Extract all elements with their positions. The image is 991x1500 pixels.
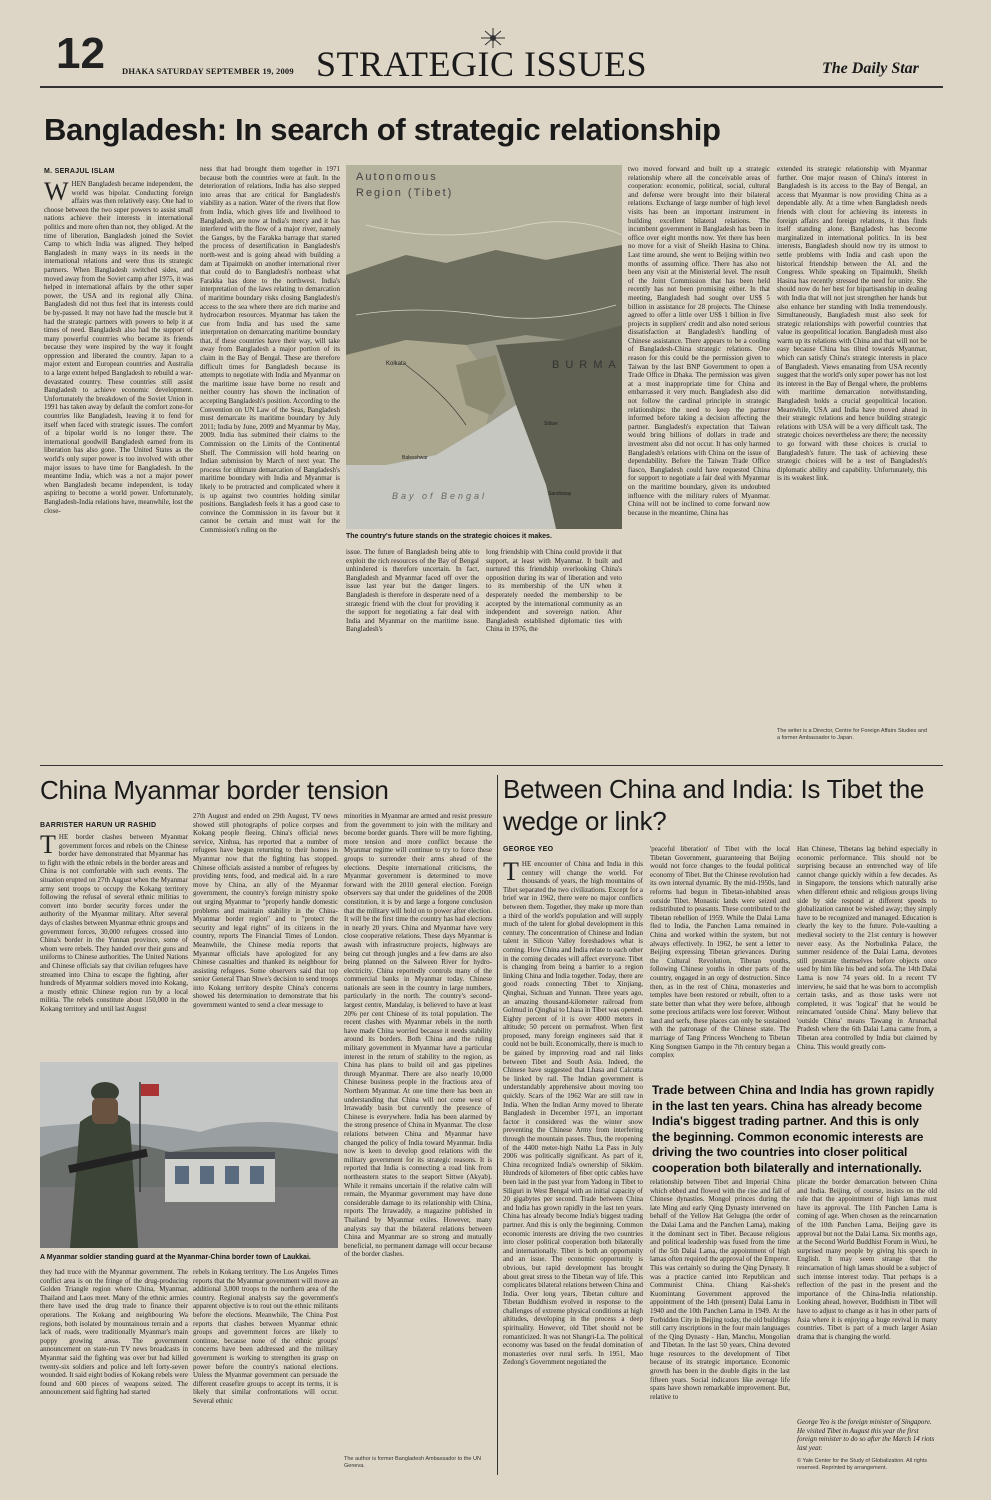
section-title: STRATEGIC ISSUES xyxy=(316,44,648,84)
article3-col3: Han Chinese, Tibetans lag behind especially in economic performance. This should not be surprising because an entrenched way of life cannot change quickly within a few decades. As in Singapore, the tensions which naturally arise when different ethnic and religious groups living side by side respond at different speeds to globalization cannot be wished away; they simply have to be recognized and managed. Education is clearly the key to the future. Pole-vaulting a medieval society to the 21st century is however never easy. As the Norbulinka Palace, the summer residence of the Dalai Lama, devotees still prostrate themselves before objects once used by him like his bed and sofa. The 14th Dalai Lama is now 74 years old. In a recent TV interview, he said that he was born to accomplish certain tasks, and as those tasks were not completed, it was 'logical' that he would be reincarnated 'outside China'. Many believe that 'outside China' means Tawang in Arunachal Pradesh where the 6th Dalai Lama came from, a Tibetan area controlled by India but claimed by China. This would greatly com- xyxy=(797,845,937,1051)
article2-col2b: rebels in Kokang territory. The Los Angeles Times reports that the Myanmar government will move an additional 3,000 troops to the northern area of the country. Regional analysts say the government's apparent objective is to rout out the ethnic militants before the elections. Meanwhile, The China Post reports that clashes between Myanmar ethnic groups and government forces are likely to continue, because none of the ethnic groups' concerns have been addressed and the military government is working to strengthen its grasp on power before the country's national elections. Unless the Myanmar government can persuade the different ceasefire groups to accept its terms, it is likely that similar confrontations will occur. Several ethnic xyxy=(193,1268,338,1405)
article3-col2b: relationship between Tibet and Imperial China which ebbed and flowed with the rise and fall of Chinese dynasties. Mongol princes during the late Ming and early Qing Dynasty intervened on behalf of the Yellow Hat Gelugpa (the order of the Dalai Lama and the Panchen Lama), making it the dominant sect in Tibet. Because religious and political leadership was fused from the time of the 5th Dalai Lama, the appointment of high lamas often required the approval of the Emperor. This was certainly so during the Qing Dynasty. It was a practice carried into Republican and Communist China. Chiang Kai-shek's Kuomintang Government approved the appointment of the 14th (present) Dalai Lama in 1940 and the 10th Panchen Lama in 1949. At the Forbidden City in Beijing today, the old buildings still carry inscriptions in the four main languages of the Qing Dynasty - Han, Manchu, Mongolian and Tibetan. In the last 50 years, China devoted huge resources to the development of Tibet because of its strategic importance. Economic growth has been in the double digits in the last fifteen years. Social indicators like average life spans have shown remarkable improvement. But, relative to xyxy=(650,1178,790,1401)
article3-col2: 'peaceful liberation' of Tibet with the local Tibetan Government, guaranteeing that Beijing would not force changes to the feudal political economy of Tibet. But the Chinese revolution had its own internal dynamic. By the mid-1950s, land reforms had begun in Tibetan-inhabited areas outside Tibet. Monastic lands were seized and redistributed to peasants. These contributed to the Tibetan rebellion of 1959. While the Dalai Lama fled to India, the Panchen Lama remained in China and worked within the system, but not always effectively. In 1962, he sent a letter to Beijing expressing Tibetan grievances. During the Cultural Revolution, Tibetan youths, following Chinese youths in other parts of the country, engaged in an orgy of destruction. Since then, as in the rest of China, monasteries and temples have been restored or rebuilt, often to a state better than what they were before, although some precious artifacts were lost forever. Without land and serfs, these places can only be sustained with the patronage of the Chinese state. The marriage of Tang Princess Wencheng to Tibetan King Songtsen Gampo in the 7th century began a complex xyxy=(650,845,790,1060)
article2-col2: 27th August and ended on 29th August, TV news showed still photographs of police corpses and Kokang people fleeing. China's official news service, Xinhua, has reported that a number of refugees have begun returning to their homes in Myanmar now that the fighting has stopped. Chinese officials assisted a number of refugees by providing tents, food, and medical aid. In a rare move by China, an ally of the Myanmar government, the country's foreign ministry spoke out urging Myanmar to "properly handle domestic problems and maintain stability in the China-Myanmar border region" and to "protect the security and legal rights" of its citizens in the country, reports The Financial Times of London. Meanwhile, the Chinese media reports that Myanmar officials have apologized for any Chinese casualties and thanked its neighbour for assisting refugees. Some observers said that top senior General Than Shwe's decision to send troops into Kokang territory despite China's concerns showed his determination to demonstrate that his government wanted to send a clear message to xyxy=(193,812,338,1010)
article1-col3a: issue. The future of Bangladesh being able to exploit the rich resources of the Bay of Bengal unhindered is therefore uncertain. In fact, Bangladesh and Myanmar faced off over the issue last year but the danger lingers. Bangladesh is therefore in desperate need of a strategic friend with the clout for providing it the support for negotiating a fair deal with India and Myanmar on the maritime issue. Bangladesh's xyxy=(346,548,479,634)
map-image xyxy=(346,165,622,529)
article2-col3: minorities in Myanmar are armed and resist pressure from the government to join with the military and become border guards. There will be more fighting, more tension and more conflict because the Myanmar regime will continue to try to force these groups to surrender their arms ahead of the elections. Despite international criticisms, the Myanmar government is determined to move forward with the 2010 general election. Foreign observers say that under the guidelines of the 2008 constitution, it is by and large a forgone conclusion that the military will hold on to power after election. It will be the first time the country has had elections in nearly 20 years. China and Myanmar have very close cooperative relations. These days Myanmar is awash with infrastructure projects, highways are being cut through jungles and a few dams are also being planned on the Salween River for hydro-electricity. China reportedly controls many of the commercial banks in Myanmar today. Chinese nationals are seen in the country in large numbers, particularly in the north. The country's second-largest centre, Mandalay, is believed to have at least 20% per cent Chinese of its total population. The recent clashes with Myanmar rebels in the north have made China worried because it needs stability around its borders. Both China and the ruling military government in Myanmar have a particular interest in the return of stability to the region, as China has plans to build oil and gas pipelines through Myanmar. There are also nearly 10,000 Chinese business people in the fractious area of Northern Myanmar. At one time there has been an understanding that China will not come west of Irrawaddy basin but currently the presence of Chinese is everywhere. India has been alarmed by the strong presence of China in Myanmar. The close relations between China and Myanmar have changed the policy of India toward Myanmar. India now is keen to develop good relations with the military government for its strategic reasons. It is reported that India is connecting a road link from northeastern states to the seaport Sittwe (Akyab). While it remains uncertain if the relative calm will remain, the Myanmar government may have done considerable damage to its relationship with China, reports The Irrawaddy, a magazine published in Thailand by Myanmar exiles. However, many analysts say that the bilateral relations between China and Myanmar are so strong and mutually beneficial, no permanent damage will occur because of the border clashes. xyxy=(344,812,492,1259)
soldier-photo xyxy=(40,1062,338,1248)
article1-col4: two moved forward and built up a strategic relationship where all the conceivable areas of cooperation: economic, political, social, cultural and defense were brought into their bilateral relations. Exchange of large number of high level visits has been an important instrument in building excellent bilateral relations. The incumbent government in Bangladesh has been in office over eight months now. Yet there has been no move for a visit of Sheikh Hasina to China. Last time around, she went to Beijing within two months of assuming office. There has also not been any visit at the Ministerial level. The result of the Joint Commission that has been held recently has not been promising either. In that meeting, Bangladesh had sought over US$ 5 billion in assistance for 28 projects. The Chinese agreed to offer a little over US$ 1 billion in five projects in suppliers' credit and also noted serious dissatisfaction at Bangladesh's handling of Chinese assistance. There appears to be a cooling of Bangladesh-China strategic relations. One reason for this could be the permission given to Taiwan by the last BNP Government to open a Trade Office in Dhaka. The permission was given at a most inappropriate time for China and embarrassed it very much. Bangladesh also did not follow the cardinal principle in strategic relationships: the need to keep the partner informed before taking a decision affecting the partner. Bangladesh's expectation that Taiwan would bring billions of dollars in trade and investment also did not occur. It has only harmed Bangladesh's relations with China on the issue of dependability. Before the Taiwan Trade Office fiasco, Bangladesh could have requested China for support to negotiate a fair deal with Myanmar on the maritime boundary, given its undoubted influence with the military rulers of Myanmar. China will not be inclined to come forward now because in the meantime, China has xyxy=(628,165,770,517)
article1-col3b: long friendship with China could provide it that support, at least with Myanmar. It built and nurtured this friendship overlooking China's opposition during its war of liberation and veto to its membership of the UN when it desperately needed the membership to be accepted by the international community as an independent and sovereign nation. After Bangladesh established diplomatic ties with China in 1976, the xyxy=(486,548,622,634)
map-label: Region (Tibet) xyxy=(356,187,454,199)
map-label: Bay of Bengal xyxy=(392,491,488,501)
photo-caption: A Myanmar soldier standing guard at the Myanmar-China border town of Laukkai. xyxy=(40,1254,311,1261)
article3-dropcap: T xyxy=(503,860,519,886)
copyright-note: © Yale Center for the Study of Globalization. All rights reserved. Reprinted by arrangement. xyxy=(797,1458,928,1471)
article1-author: M. SERAJUL ISLAM xyxy=(44,168,115,175)
article3-headline: Between China and India: Is Tibet the wedge or link? xyxy=(503,774,925,836)
map-label: Autonomous xyxy=(356,171,438,183)
page-number: 12 xyxy=(56,29,105,78)
article1-dropcap: W xyxy=(44,180,69,206)
paper-logo: The Daily Star xyxy=(822,60,919,77)
article3-author-note: George Yeo is the foreign minister of Singapore. He visited Tibet in August this year the first foreign minister to do so after the March 14 riots last year. xyxy=(797,1418,935,1452)
map-label: Sandoway xyxy=(548,491,572,497)
article2-col1: THE border clashes between Myanmar government forces and rebels on the Chinese border have demonstrated that Myanmar has to fight with the ethnic rebels in the border areas and China is not comfortable with such events. The situation erupted on 27th August when the Myanmar army sent troops to occupy the Kokang territory following the refusal of several ethnic militias to convert into border security forces under the authority of the Myanmar military. After several days of clashes between Myanmar ethnic groups and government forces, 30,000 refugees crossed into China's border in the Yunnan province, some of whom were rebels. They handed over their guns and uniforms to Chinese authorities. The United Nations and Chinese officials say that civilian refugees have streamed into China to escape the fighting, after hundreds of Myanmar soldiers moved into Kokang, a mostly ethnic Chinese region run by a local militia. The rebels constitute about 150,000 in the Kokang territory and until last August xyxy=(40,833,188,1013)
article2-author: BARRISTER HARUN UR RASHID xyxy=(40,822,157,829)
article2-col1b: they had truce with the Myanmar government. The conflict area is on the fringe of the drug-producing Golden Triangle region where China, Myanmar, Thailand and Laos meet. Many of the ethnic armies there have used the drug trade to finance their operations. The Kokang and neighbouring Wa regions, both isolated by mountainous terrain and a lack of roads, were traditionally Myanmar's main poppy growing areas. The government announcement on state-run TV news broadcasts in Myanmar said the fighting was over but had killed twenty-six soldiers and police and left forty-seven wounded. It said eight bodies of Kokang rebels were found and 600 pieces of weapons seized. The announcement said fighting had started xyxy=(40,1268,188,1397)
article2-dropcap: T xyxy=(40,833,56,859)
article1-col5: extended its strategic relationship with Myanmar further. One major reason of China's interest in Bangladesh is its access to the Bay of Bengal, an access that Myanmar is now providing China as a dependable ally. At a time when Bangladesh needs friends with clout for achieving its interests in foreign affairs and foreign relations, it thus finds itself standing alone. Bangladesh has become marginalized in international politics. In its best interests, Bangladesh should now try its utmost to settle problems with India and cash upon the historical friendship between the AL and the Congress. While speaking on Tipaimukh, Sheikh Hasina has recently stressed the need for unity. She should now do her best for bipartisanship in dealing with India that will not just strengthen her hands but also enhance her standing with India tremendously. Simultaneously, Bangladesh must also seek for strategic relationships with powerful countries that value its geopolitical location. Bangladesh must also warm up its relations with China and that will not be easy because China has tilted towards Myanmar, which can satisfy China's strategic interests in place of Bangladesh. Views emanating from USA recently suggest that the world's only super power has not lost its interest in the Bay of Bengal where, the problems with maritime demarcation notwithstanding, Bangladesh holds a crucial geopolitical location. Meanwhile, USA and India have moved ahead in their strategic relations and hence building strategic relations with USA will be a very difficult task. The strategic choices nevertheless are there; the necessity to go forward with these choices is crucial to Bangladesh's future. The task of achieving these strategic choices will be a test of Bangladesh's diplomatic ability and capability. Unfortunately, this is its weakest link. xyxy=(777,165,927,483)
article3-col1: THE encounter of China and India in this century will change the world. For thousands of years, the high mountains of Tibet separated the two civilizations. Except for a brief war in 1962, there were no major conflicts between them. Together, they make up more than a third of the world's population and will supply much of the talent for global development in this century. The concentration of Chinese and Indian talent in Silicon Valley foreshadows what is coming. How China and India relate to each other in the coming decades will affect everyone. Tibet is changing from being a barrier to a region linking China and India together. Today, there are good roads connecting Tibet to Xinjiang, Qinghai, Sichuan and Yunnan. Three years ago, an amazing thousand-kilometer railroad from Golmud in Qinghai to Lhasa in Tibet was opened. Eighty percent of it is over 4000 meters in altitude; 50 percent on permafrost. When first proposed, many foreign engineers said that it could not be built. Economically, there is much to be gained by improving road and rail links between Tibet and South Asia. Indeed, the Chinese have suggested that Lhasa and Calcutta be linked by rail. The Indian government is understandably apprehensive about moving too quickly. Scars of the 1962 War are still raw in India. When the Indian Army moved to liberate Bangladesh in December 1971, an important factor it considered was the winter snow preventing the Chinese Army from interfering through the mountain passes. Thus, the reopening of the 4400 meter-high Nathu La Pass in July 2006 was politically significant. As part of it, China recognized India's ownership of Sikkim. Hundreds of kilometers of fiber optic cables have been laid in the past year from Yadong in Tibet to Siliguri in West Bengal with an initial capacity of 20 gigabytes per second. Trade between China and India has grown rapidly in the last ten years. China has already become India's biggest trading partner. And this is only the beginning. Common economic interests are driving the two countries into closer political cooperation both bilaterally and internationally. Tibet is both an opportunity and an issue. The economic opportunity is obvious, but rapid development has brought about great stress to the Tibetan way of life. This complicates bilateral relations between China and India. Over long years, Tibetan culture and Tibetan Buddhism evolved in response to the challenges of extreme physical conditions at high altitudes, developing in the process a deep spirituality. However, old Tibet should not be romanticized. It was not Shangri-La. The political economy was based on the feudal domination of monasteries over rural serfs. In 1951, Mao Zedong's Government negotiated the xyxy=(503,860,643,1367)
article1-headline: Bangladesh: In search of strategic relationship xyxy=(44,112,721,147)
map-label: Kolkata xyxy=(386,361,407,367)
map-label: Balesshwar xyxy=(402,455,428,461)
article1-author-note: The writer is a Director, Centre for Foreign Affairs Studies and a former Ambassador to Japan. xyxy=(777,728,927,741)
article2-headline: China Myanmar border tension xyxy=(40,775,389,805)
article3-author: GEORGE YEO xyxy=(503,846,554,853)
article1-col2: ness that had brought them together in 1971 because both the countries were at fault. In the deterioration of relations, India has also stepped into areas that are critical for Bangladesh's viability as a nation. Water of the rivers that flow from India, which gives life and livelihood to Bangladesh, are now at India's mercy and it has interfered with the flow of a major river, namely the Ganges, by the Farakka barrage that started the process of desertification in Bangladesh's north-west and is going ahead with building a dam at Tipaimukh on another international river that could do to Bangladesh's northeast what Farakka has done to the northwest. India's interpretation of the laws relating to demarcation of maritime boundary risks closing Bangladesh's access to the sea where there are rich marine and hydrocarbon resources. Myanmar has taken the cue from India and has used the same interpretation on demarcating maritime boundary that, if these countries have their way, will take away from Bangladesh a major portion of its claim in the Bay of Bengal. These are therefore difficult times for Bangladesh because its attempts to negotiate with India and Myanmar on the maritime issue have borne no result and neither country has shown the inclination of accepting Bangladesh's position. According to the Convention on UN Law of the Seas, Bangladesh must demarcate its maritime boundary by July 2011; India by June, 2009 and Myanmar by May, 2009. India has submitted their claims to the Commission on the Limits of the Continental Shelf. The Commission will hold hearing on Indian submission by March of next year. The process for ultimate demarcation of Bangladesh's maritime boundary with India and Myanmar is likely to be protracted and complicated where it is up against two countries holding similar positions. Bangladesh feels it has a good case to convince the Commission in its favour but it cannot be certain and must wait for the Commission's ruling on the xyxy=(200,165,340,534)
pull-quote: Trade between China and India has grown rapidly in the last ten years. China has already become India's biggest trading partner. And this is only the beginning. Common economic interests are driving the two countries into closer political cooperation both bilaterally and internationally. xyxy=(652,1083,935,1175)
map-caption: The country's future stands on the strategic choices it makes. xyxy=(346,533,552,540)
map-label: BURMA xyxy=(552,359,622,371)
section-rule xyxy=(40,765,943,766)
column-divider xyxy=(497,775,498,1475)
article3-col3b: plicate the border demarcation between China and India. Beijing, of course, insists on the old rule that the appointment of high lamas must have its approval. The 11th Panchen Lama is coming of age. When chosen as the reincarnation of the 10th Panchen Lama, Beijing gave its approval but not the Dalai Lama. Six months ago, at the Second World Buddhist Forum in Wuxi, he surprised many people by giving his speech in English. It may seem strange that the reincarnation of high lamas should be a subject of such intense interest today. That perhaps is a reflection of the past in the present and the importance of the China-India relationship. Looking ahead, however, Buddhism in Tibet will have to adjust to change as it has in other parts of Asia where it is enjoying a huge revival in many countries. Tibet is part of a much larger Asian drama that is changing the world. xyxy=(797,1178,937,1341)
article2-author-note: The author is former Bangladesh Ambassador to the UN Geneva. xyxy=(344,1456,481,1469)
map-label: Sittwe xyxy=(544,421,558,427)
dateline: DHAKA SATURDAY SEPTEMBER 19, 2009 xyxy=(122,66,294,76)
masthead-rule xyxy=(40,86,943,88)
article1-col1: WHEN Bangladesh became independent, the world was bipolar. Conducting foreign affairs was then relatively easy. One had to choose between the two super powers to assist small nations achieve their interests in international politics and more often than not, they obliged. At the time of liberation, Bangladesh joined the Soviet Camp to which India was aligned. They helped Bangladesh in many ways in its needs in the international relations and were thus its strategic partners. When Bangladesh switched sides, and moved away from the Soviet camp after 1975, it was helped in international affairs by the other super power, the USA and its regional ally China. Bangladesh did not thus feel that its interests could be by-passed. It may not have had the muscle but it had the strategic partners with powers to help it at times of need. Bangladesh also had the support of many powerful countries who became its friends because they were inspired by the way it fought oppression and liberated the country. Japan to a major extent and European countries and Australia to a large extent helped Bangladesh to rebuild a war-devastated country. These countries still assist Bangladesh to achieve economic development. Unfortunately the breakdown of the Soviet Union in 1991 has taken away by default the comfort zone-for countries like Bangladesh, leaving it to fend for itself when faced with strategic issues. The comfort of a bipolar world is no longer there. The international goodwill Bangladesh earned from its liberation has also gone. The United States as the world's only super power is too involved with other major issues to have time for Bangladesh. In the meantime India, which was a not a major power when Bangladesh became independent, is today aspiring to become a world power. Unfortunately, Bangladesh-India relations have, meanwhile, lost the close- xyxy=(44,180,193,515)
